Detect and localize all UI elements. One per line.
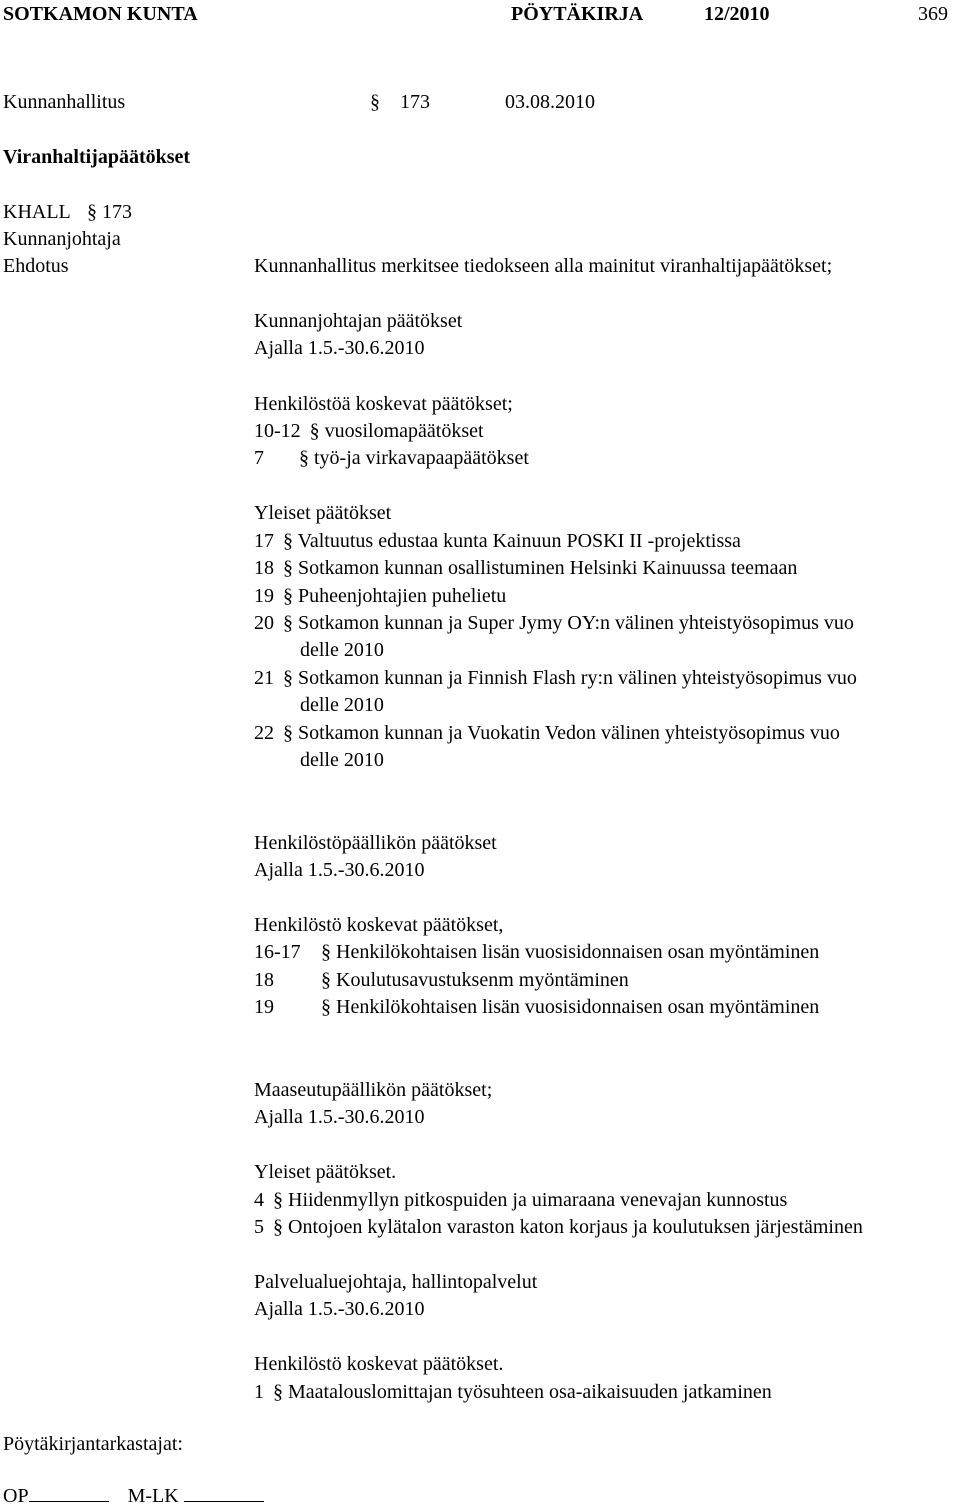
list-item: 19 § Puheenjohtajien puhelietu [254,585,507,607]
list-item: 20 § Sotkamon kunnan ja Super Jymy OY:n välinen yhteistyösopimus vuo [254,612,854,634]
kunnanjohtaja-general-heading: Yleiset päätökset [254,502,392,524]
page-title: Viranhaltijapäätökset [3,146,191,168]
list-item: 22 § Sotkamon kunnan ja Vuokatin Vedon välinen yhteistyösopimus vuo [254,722,840,744]
list-item: 7 § työ-ja virkavapaapäätökset [254,447,529,469]
list-item: 5 § Ontojoen kylätalon varaston katon korjaus ja koulutuksen järjestäminen [254,1216,863,1238]
signature-blank-2 [184,1485,264,1502]
meeting-date: 03.08.2010 [505,91,595,113]
list-item: 4 § Hiidenmyllyn pitkospuiden ja uimaraana venevajan kunnostus [254,1189,788,1211]
signature-blank-1 [29,1485,109,1502]
palvelualuejohtaja-heading: Palvelualuejohtaja, hallintopalvelut [254,1271,538,1293]
kunnanjohtaja-period: Ajalla 1.5.-30.6.2010 [254,337,425,359]
meeting-body: Kunnanhallitus [3,91,126,113]
proposal-text: Kunnanhallitus merkitsee tiedokseen alla mainitut viranhaltijapäätökset; [254,255,833,277]
footer-signature-line [3,1484,264,1508]
list-item: 10-12 § vuosilomapäätökset [254,420,484,442]
header-page-number: 369 [918,3,948,25]
header-doc-number: 12/2010 [704,3,770,25]
list-item-continuation: delle 2010 [300,639,384,661]
palvelualuejohtaja-personnel-heading: Henkilöstö koskevat päätökset. [254,1353,504,1375]
left-proposal-label: Ehdotus [3,255,69,277]
list-item: 18 § Koulutusavustuksenm myöntäminen [254,969,629,991]
header-municipality: SOTKAMON KUNTA [3,3,198,25]
list-item: 18 § Sotkamon kunnan osallistuminen Helsinki Kainuussa teemaan [254,557,798,579]
footer-initials-mlk: M-LK [127,1485,179,1507]
meeting-section-number: 173 [400,91,430,113]
list-item: 16-17 § Henkilökohtaisen lisän vuosisidonnaisen osan myöntäminen [254,941,820,963]
left-khall: KHALL § 173 [3,201,133,223]
henkilostopaallikko-period: Ajalla 1.5.-30.6.2010 [254,859,425,881]
list-item: 1 § Maatalouslomittajan työsuhteen osa-aikaisuuden jatkaminen [254,1381,772,1403]
maaseutupaallikko-heading: Maaseutupäällikön päätökset; [254,1079,493,1101]
footer-reviewers-label: Pöytäkirjantarkastajat: [3,1433,183,1455]
list-item: 19 § Henkilökohtaisen lisän vuosisidonnaisen osan myöntäminen [254,996,820,1018]
kunnanjohtaja-personnel-heading: Henkilöstöä koskevat päätökset; [254,393,513,415]
meeting-section-mark: § [370,91,380,113]
list-item: 17 § Valtuutus edustaa kunta Kainuun POSKI II -projektissa [254,530,741,552]
list-item-continuation: delle 2010 [300,749,384,771]
left-role: Kunnanjohtaja [3,228,121,250]
henkilostopaallikko-personnel-heading: Henkilöstö koskevat päätökset, [254,914,504,936]
maaseutupaallikko-general-heading: Yleiset päätökset. [254,1161,397,1183]
footer-initials-op: OP [3,1485,29,1507]
palvelualuejohtaja-period: Ajalla 1.5.-30.6.2010 [254,1298,425,1320]
maaseutupaallikko-period: Ajalla 1.5.-30.6.2010 [254,1106,425,1128]
list-item-continuation: delle 2010 [300,694,384,716]
list-item: 21 § Sotkamon kunnan ja Finnish Flash ry:n välinen yhteistyösopimus vuo [254,667,857,689]
kunnanjohtaja-heading: Kunnanjohtajan päätökset [254,310,463,332]
henkilostopaallikko-heading: Henkilöstöpäällikön päätökset [254,832,497,854]
header-doc-type: PÖYTÄKIRJA [511,3,644,25]
